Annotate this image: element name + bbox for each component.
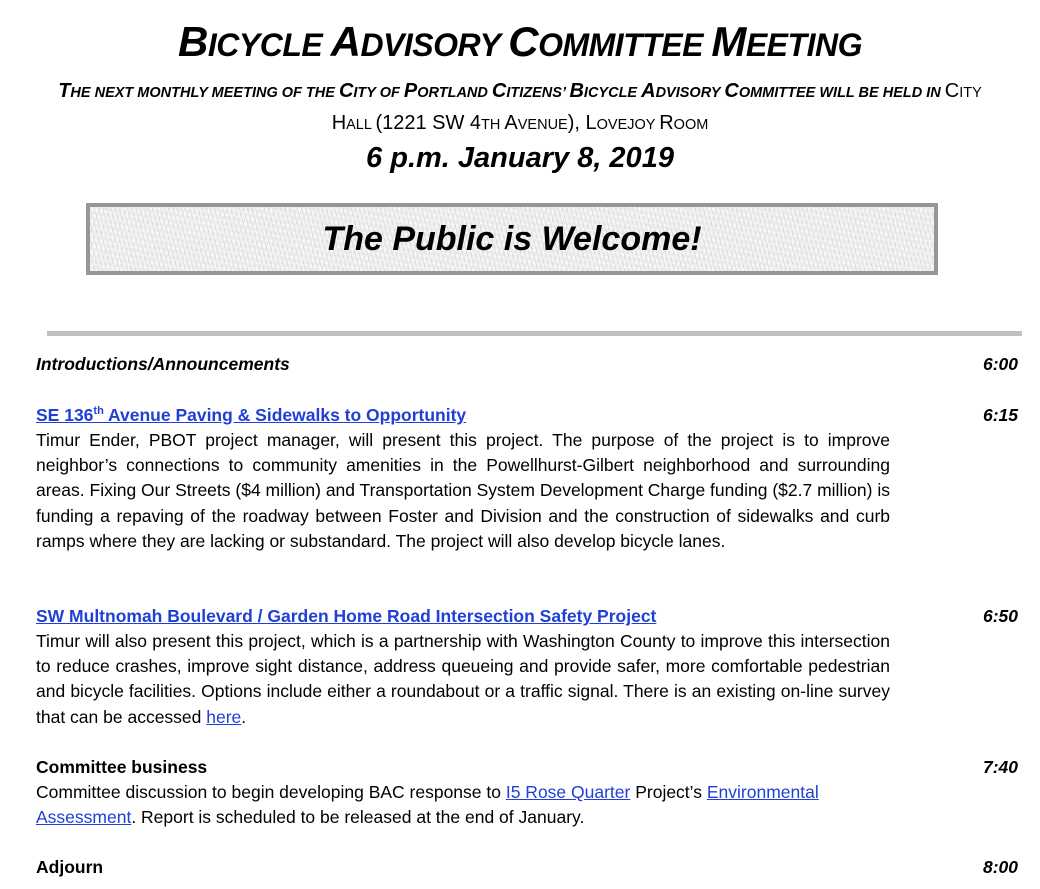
agenda-item-introductions bbox=[36, 352, 1018, 377]
welcome-text: The Public is Welcome! bbox=[322, 219, 702, 258]
agenda-item-time: 6:50 bbox=[982, 606, 1018, 626]
agenda-item-se-136th bbox=[36, 403, 1018, 554]
agenda-item-description: Timur will also present this project, which is a partnership with Washington County to improve this intersection to reduce crashes, improve sight distance, address queueing and provide safer, more comfortable pedestrian and bicycle facilities. Options include either a roundabout or a traffic signal. There is an existing on-line survey that can be accessed here. bbox=[36, 631, 890, 727]
agenda-item-sw-multnomah bbox=[36, 604, 1018, 730]
welcome-banner bbox=[86, 203, 938, 275]
survey-here-link[interactable]: here bbox=[206, 706, 242, 727]
agenda-item-time: 8:00 bbox=[982, 857, 1018, 877]
meeting-location-subtitle: THE NEXT MONTHLY MEETING OF THE CITY OF PORTLAND CITIZENS’ BICYCLE ADVISORY COMMITTEE WILL BE HELD IN CITY HALL (1221 SW 4TH AVENUE), LOVEJOY ROOM bbox=[58, 80, 982, 134]
subtitle-address: HALL (1221 SW 4TH AVENUE), LOVEJOY ROOM bbox=[331, 112, 709, 134]
agenda-item-adjourn bbox=[36, 855, 1018, 880]
agenda-item-time: 6:00 bbox=[982, 354, 1018, 374]
agenda-item-time: 7:40 bbox=[982, 757, 1018, 777]
environmental-assessment-link[interactable]: Environmental Assessment bbox=[36, 782, 819, 828]
agenda-item-time: 6:15 bbox=[982, 405, 1018, 425]
meeting-datetime: 6 p.m. January 8, 2019 bbox=[366, 142, 674, 174]
agenda-item-title: Adjourn bbox=[36, 857, 104, 877]
page-title: BICYCLE ADVISORY COMMITTEE MEETING bbox=[178, 18, 862, 65]
agenda-item-description: Timur Ender, PBOT project manager, will present this project. The purpose of the project is to improve neighbor’s connections to community amenities in the Powellhurst-Gilbert neighborhood and surrounding areas. Fixing Our Streets ($4 million) and Transportation System Development Charge funding ($2.7 million) is funding a repaving of the roadway between Foster and Division and the construction of sidewalks and curb ramps where they are lacking or substandard. The project will also develop bicycle lanes. bbox=[36, 430, 890, 551]
i5-rose-quarter-link[interactable]: I5 Rose Quarter bbox=[505, 782, 631, 802]
subtitle-bold-italic: THE NEXT MONTHLY MEETING OF THE CITY OF PORTLAND CITIZENS’ BICYCLE ADVISORY COMMITTEE WILL BE HELD IN bbox=[58, 80, 945, 102]
divider bbox=[47, 331, 1022, 336]
agenda-item-committee-business bbox=[36, 755, 1018, 830]
agenda-item-title: Introductions/Announcements bbox=[36, 354, 290, 374]
sw-multnomah-project-link[interactable]: SW Multnomah Boulevard / Garden Home Road Intersection Safety Project bbox=[36, 606, 657, 626]
agenda-item-description: Committee discussion to begin developing BAC response to I5 Rose Quarter Project’s Environmental Assessment. Report is scheduled to be released at the end of January. bbox=[36, 782, 819, 828]
agenda-item-title: Committee business bbox=[36, 757, 208, 777]
se-136th-project-link[interactable]: SE 136th Avenue Paving & Sidewalks to Opportunity bbox=[36, 405, 467, 425]
